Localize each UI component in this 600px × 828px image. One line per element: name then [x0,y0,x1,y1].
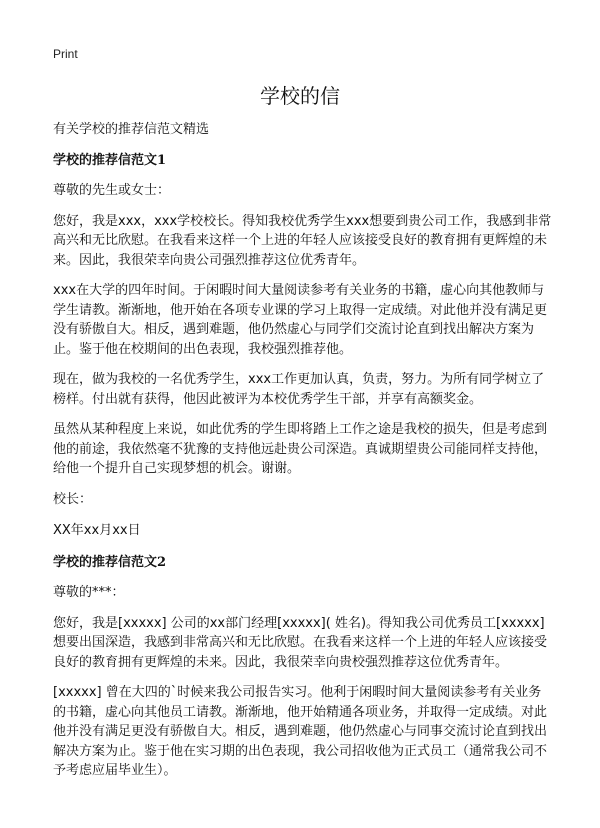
section-heading-1: 学校的推荐信范文1 [53,152,167,168]
document-subtitle: 有关学校的推荐信范文精选 [53,122,210,137]
document-body [53,120,553,792]
paragraph: xxx在大学的四年时间。于闲暇时间大量阅读参考有关业务的书籍，虚心向其他教师与学生请教。渐渐地，他开始在各项专业课的学习上取得一定成绩。对此他并没有满足更没有骄傲自大。相反，遇到难题，他仍然虚心与同学们交流讨论直到找出解决方案为止。鉴于他在校期间的出色表现，我校强烈推荐他。 [53,283,548,357]
paragraph: [xxxxx] 曾在大四的`时候来我公司报告实习。他利于闲暇时间大量阅读参考有关业务的书籍，虚心向其他员工请教。渐渐地，他开始精通各项业务，并取得一定成绩。对此他并没有满足更没有骄傲自大。相反，遇到难题，他仍然虚心与同事交流讨论直到找出解决方案为止。鉴于他在实习期的出色表现，我公司招收他为正式员工（通常我公司不予考虑应届毕业生）。 [53,685,548,778]
paragraph: 您好，我是[xxxxx] 公司的xx部门经理[xxxxx]( 姓名)。得知我公司优秀员工[xxxxx] 想要出国深造，我感到非常高兴和无比欣慰。在我看来这样一个上进的年轻人应该接受良好的教育拥有更辉煌的未来。因此，我很荣幸向贵校强烈推荐这位优秀青年。 [53,615,548,670]
section-heading-2: 学校的推荐信范文2 [53,554,167,570]
page-title: 学校的信 [260,84,340,108]
salutation-1: 尊敬的先生或女士： [53,183,171,198]
letter-date: XX年xx月xx日 [53,523,141,538]
print-link[interactable]: Print [53,47,78,61]
paragraph: 现在，做为我校的一名优秀学生，xxx工作更加认真，负责，努力。为所有同学树立了榜样。付出就有获得，他因此被评为本校优秀学生干部，并享有高额奖金。 [53,372,545,407]
signoff: 校长： [53,491,93,507]
paragraph: 虽然从某种程度上来说，如此优秀的学生即将踏上工作之途是我校的损失，但是考虑到他的前途，我依然毫不犹豫的支持他远赴贵公司深造。真诚期望贵公司能同样支持他，给他一个提升自己实现梦想的机会。谢谢。 [53,422,548,476]
salutation-2: 尊敬的***： [53,585,125,600]
paragraph: 您好，我是xxx，xxx学校校长。得知我校优秀学生xxx想要到贵公司工作，我感到非常高兴和无比欣慰。在我看来这样一个上进的年轻人应该接受良好的教育拥有更辉煌的未来。因此，我很荣幸向贵公司强烈推荐这位优秀青年。 [53,213,552,268]
